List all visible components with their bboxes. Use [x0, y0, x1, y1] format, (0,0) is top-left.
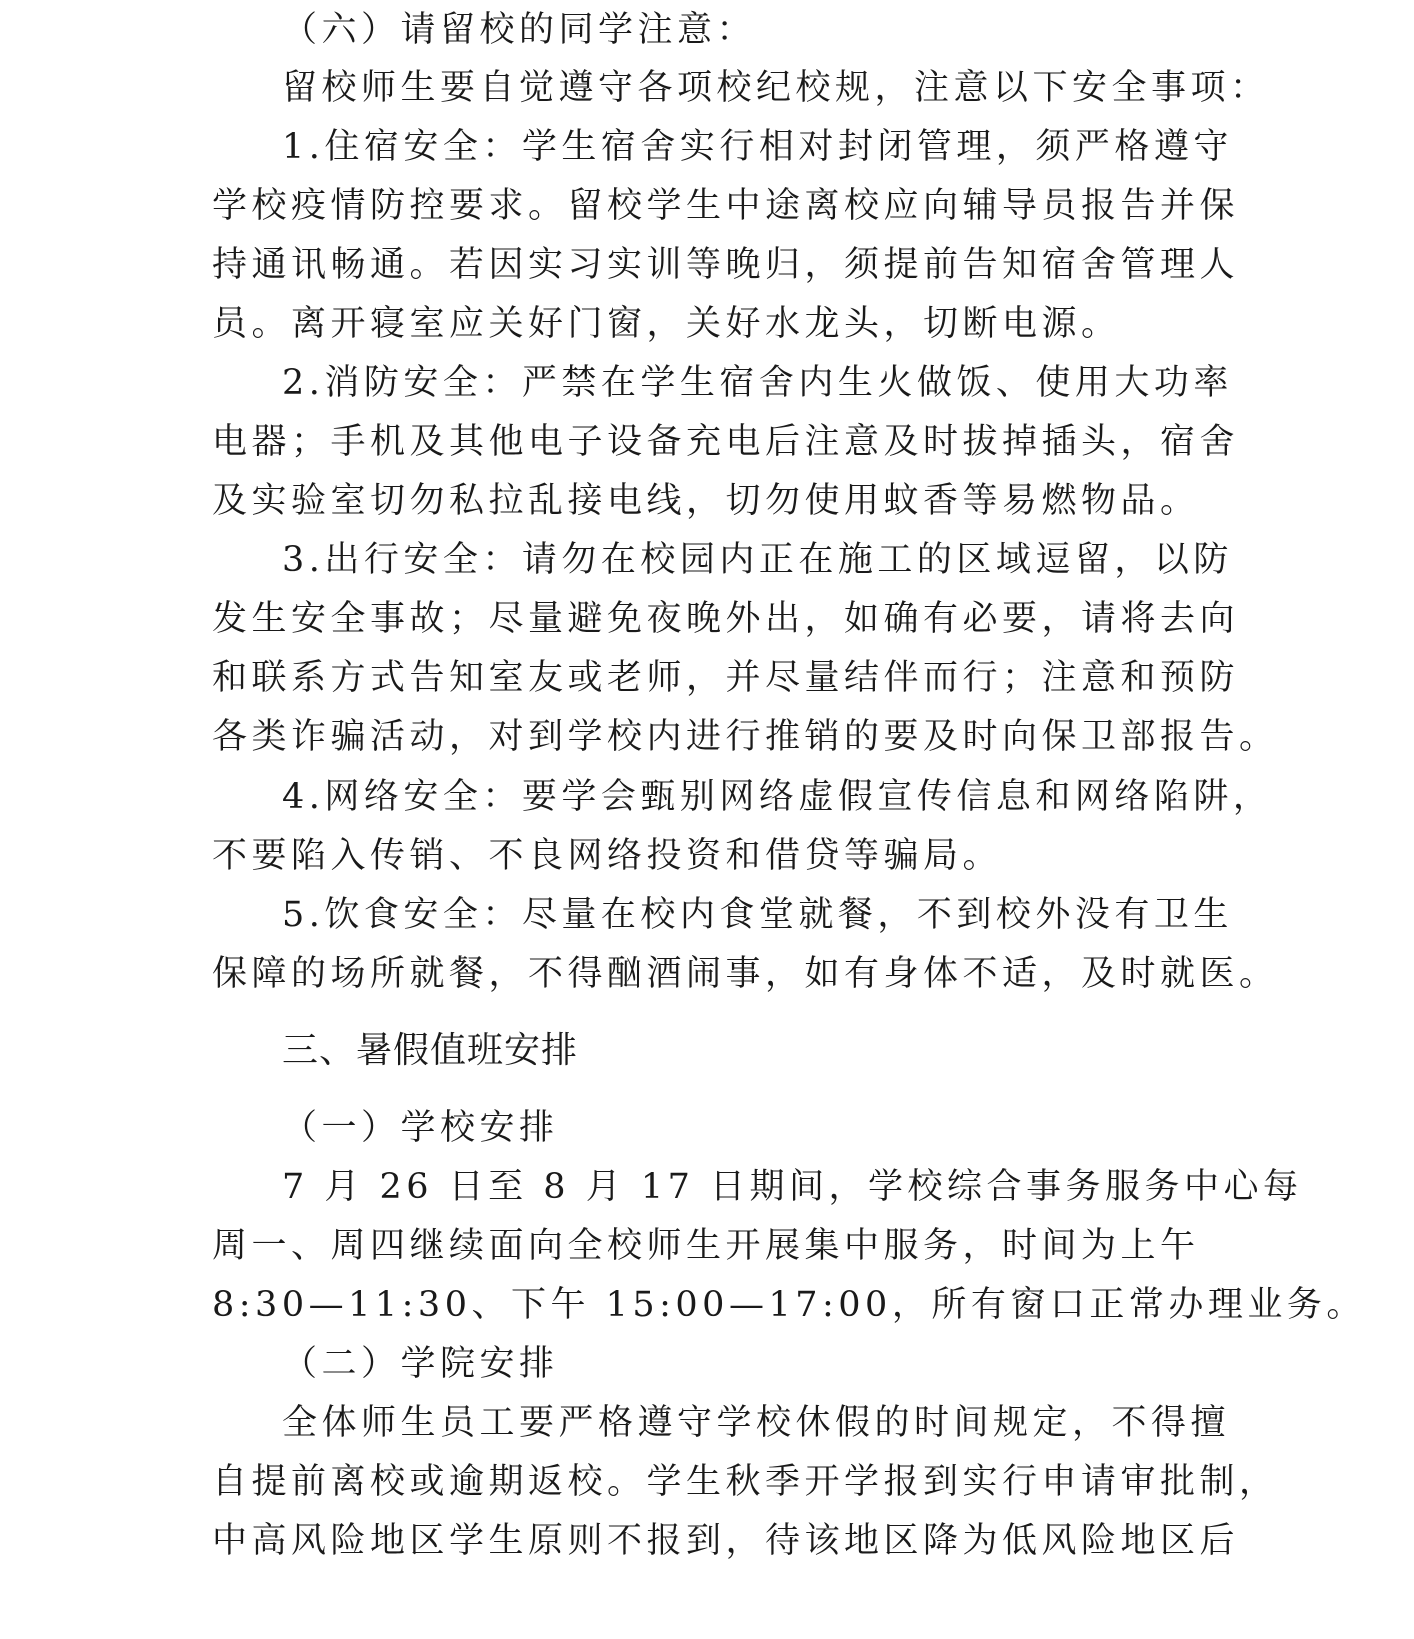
paragraph-line: 5.饮食安全：尽量在校内食堂就餐，不到校外没有卫生	[282, 895, 1233, 935]
section-heading: 三、暑假值班安排	[282, 1030, 579, 1071]
paragraph-line: 保障的场所就餐，不得酗酒闹事，如有身体不适，及时就医。	[212, 954, 1279, 994]
paragraph-line: 自提前离校或逾期返校。学生秋季开学报到实行申请审批制，	[212, 1462, 1279, 1502]
paragraph-line: 和联系方式告知室友或老师，并尽量结伴而行；注意和预防	[212, 658, 1240, 698]
paragraph-line: 3.出行安全：请勿在校园内正在施工的区域逗留，以防	[282, 540, 1233, 580]
paragraph-line: 员。离开寝室应关好门窗，关好水龙头，切断电源。	[212, 304, 1121, 344]
paragraph-line: 8:30—11:30、下午 15:00—17:00，所有窗口正常办理业务。	[212, 1285, 1366, 1325]
paragraph-line: 持通讯畅通。若因实习实训等晚归，须提前告知宿舍管理人	[212, 245, 1240, 285]
paragraph-line: 及实验室切勿私拉乱接电线，切勿使用蚊香等易燃物品。	[212, 481, 1200, 521]
paragraph-intro: 留校师生要自觉遵守各项校纪校规，注意以下安全事项：	[282, 68, 1270, 108]
subsection-title: （六）请留校的同学注意：	[282, 10, 757, 50]
paragraph-line: 周一、周四继续面向全校师生开展集中服务，时间为上午	[212, 1226, 1200, 1266]
paragraph-line: 不要陷入传销、不良网络投资和借贷等骗局。	[212, 836, 1003, 876]
subsection-title: （二）学院安排	[282, 1344, 559, 1384]
paragraph-line: 各类诈骗活动，对到学校内进行推销的要及时向保卫部报告。	[212, 717, 1279, 757]
paragraph-line: 4.网络安全：要学会甄别网络虚假宣传信息和网络陷阱，	[282, 777, 1273, 817]
paragraph-line: 全体师生员工要严格遵守学校休假的时间规定，不得擅	[282, 1403, 1231, 1443]
paragraph-line: 电器；手机及其他电子设备充电后注意及时拔掉插头，宿舍	[212, 422, 1240, 462]
paragraph-line: 学校疫情防控要求。留校学生中途离校应向辅导员报告并保	[212, 186, 1240, 226]
paragraph-line: 发生安全事故；尽量避免夜晚外出，如确有必要，请将去向	[212, 599, 1240, 639]
subsection-title: （一）学校安排	[282, 1108, 559, 1148]
paragraph-line: 7 月 26 日至 8 月 17 日期间，学校综合事务服务中心每	[282, 1167, 1303, 1207]
paragraph-line: 1.住宿安全：学生宿舍实行相对封闭管理，须严格遵守	[282, 127, 1233, 167]
paragraph-line: 2.消防安全：严禁在学生宿舍内生火做饭、使用大功率	[282, 363, 1233, 403]
paragraph-line: 中高风险地区学生原则不报到，待该地区降为低风险地区后	[212, 1521, 1240, 1561]
